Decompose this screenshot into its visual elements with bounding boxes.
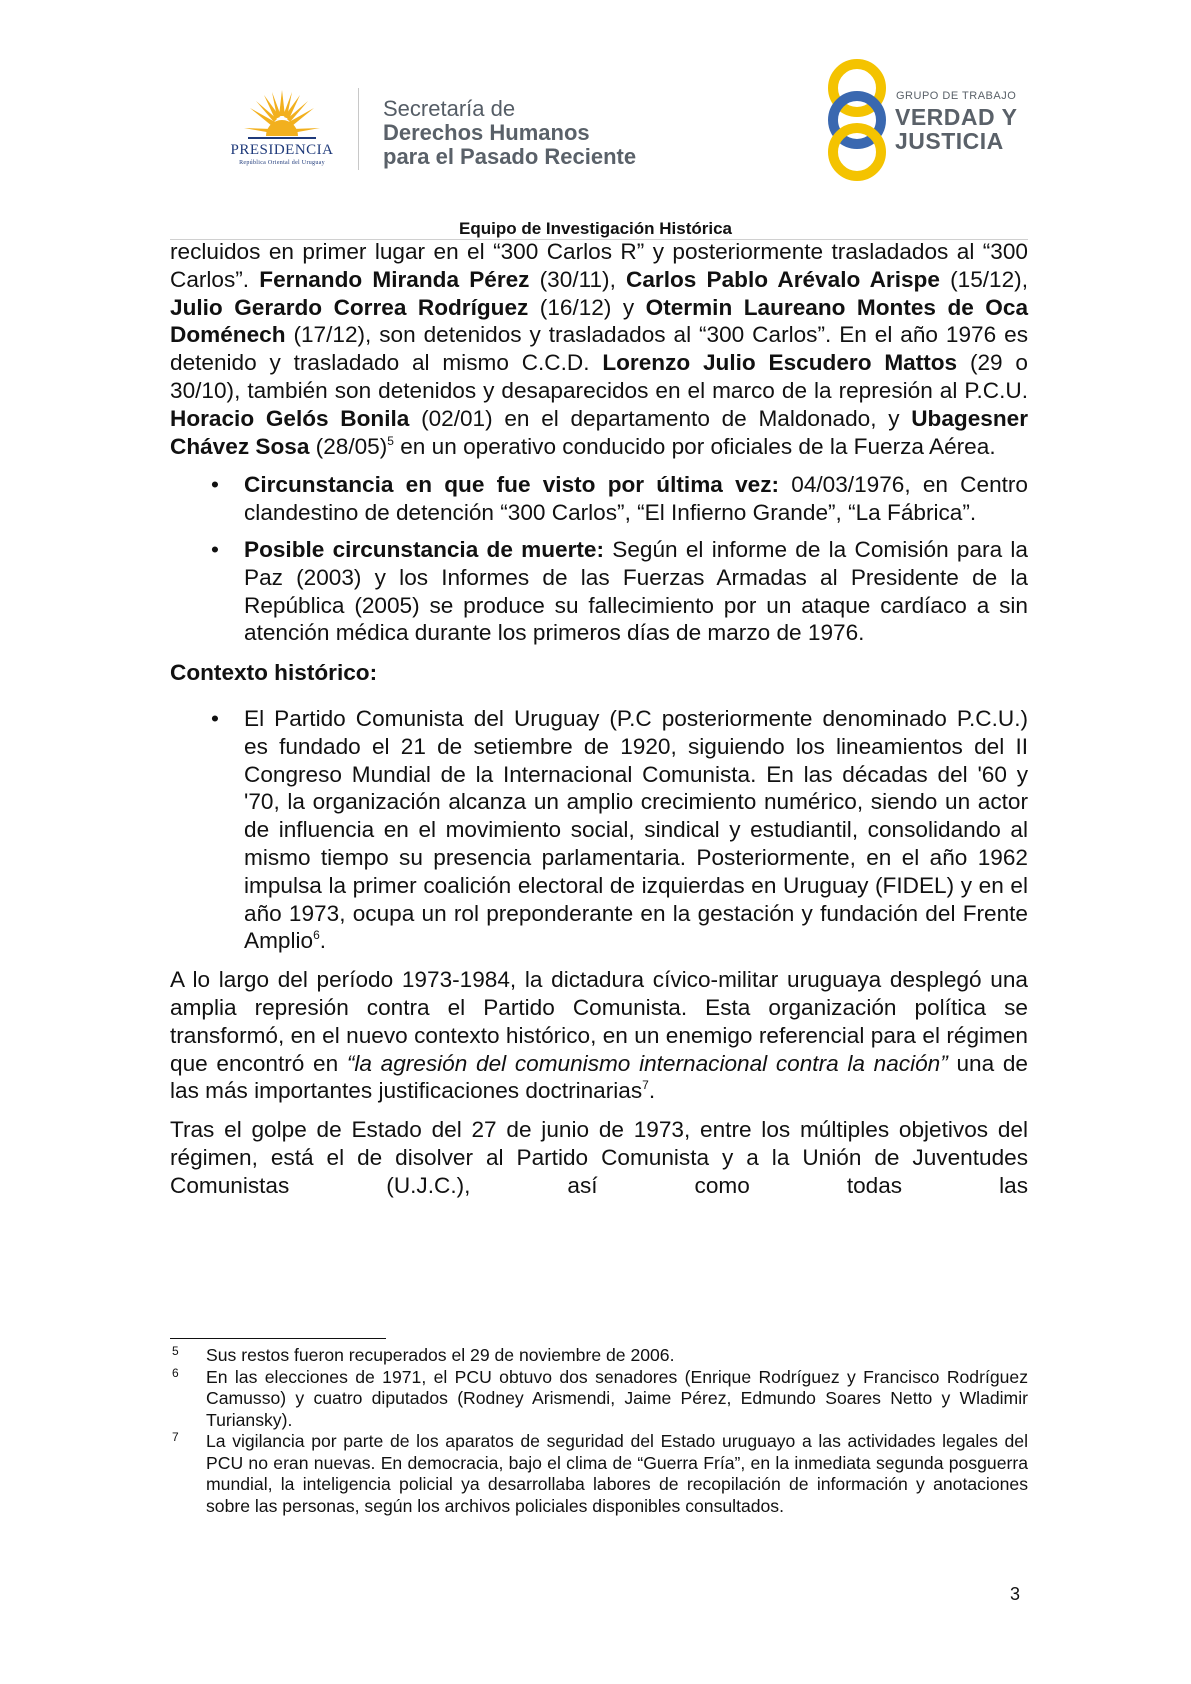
page-number: 3 bbox=[1010, 1584, 1021, 1604]
bullet-context bbox=[170, 705, 1028, 955]
name-horacio-gelos: Horacio Gelós Bonila bbox=[170, 405, 410, 431]
last-seen-text bbox=[244, 471, 1028, 527]
text-run: El Partido Comunista del Uruguay (P.C posteriormente denominado P.C.U.) es fundado el 21 de setiembre de 1920, siguiendo los lineamientos del II Congreso Mundial de la Internacional Comunista. En las décadas del '60 y '70, la organización alcanza un amplio crecimiento numérico, siendo un actor de influencia en el movimiento social, sindical y estudiantil, consolidando al mismo tiempo su presencia parlamentaria. Posteriormente, en el año 1962 impulsa la primer coalición electoral de izquierdas en Uruguay (FIDEL) y en el año 1973, ocupa un rol preponderante en la gestación y fundación del Frente Amplio bbox=[244, 705, 1028, 954]
name-ubagesner-chavez: Ubagesner Chávez Sosa bbox=[170, 405, 1029, 459]
text-run: (29 o 30/10), también son detenidos y desaparecidos en el marco de la represión al P.C.U. bbox=[170, 350, 1028, 403]
last-seen-label: Circunstancia en que fue visto por última vez: bbox=[244, 472, 780, 498]
death-text bbox=[244, 536, 1028, 647]
context-paragraph-1 bbox=[244, 705, 1028, 955]
name-otermin-montes: Otermin Laureano Montes de Oca Doménech bbox=[170, 294, 1029, 348]
context-paragraph-2 bbox=[170, 966, 1028, 1105]
footnote-text: La vigilancia por parte de los aparatos de seguridad del Estado uruguayo a las actividades legales del PCU no eran nuevas. En democracia, bajo el clima de “Guerra Fría”, en la inmediata segunda posguerra mundial, la inteligencia policial ya desarrollaba labores de recopilación de información y anotaciones sobre las personas, según los archivos policiales disponibles consultados. bbox=[206, 1431, 1028, 1516]
bullet-last-seen bbox=[170, 471, 1028, 527]
name-julio-correa: Julio Gerardo Correa Rodríguez bbox=[170, 294, 529, 320]
text-run: (17/12), son detenidos y trasladados al “300 Carlos”. En el año 1976 es detenido y trasladado al mismo C.C.D. bbox=[170, 322, 1028, 376]
footnote-number: 5 bbox=[172, 1344, 179, 1358]
presidencia-logo bbox=[212, 86, 352, 168]
secretaria-line-2: Derechos Humanos bbox=[383, 120, 590, 145]
death-value: Según el informe de la Comisión para la Paz (2003) y los Informes de las Fuerzas Armadas al Presidente de la República (2005) se produce su fallecimiento por un ataque cardíaco a sin atención médica durante los primeros días de marzo de 1976. bbox=[244, 536, 1028, 646]
text-run: una de las más importantes justificaciones doctrinarias bbox=[170, 1050, 1028, 1104]
footnote-7 bbox=[170, 1431, 1028, 1517]
text-run: . bbox=[319, 928, 327, 954]
footnote-5 bbox=[170, 1345, 1028, 1367]
text-run: en un operativo conducido por oficiales de la Fuerza Aérea. bbox=[393, 433, 996, 459]
name-lorenzo-escudero: Lorenzo Julio Escudero Mattos bbox=[602, 350, 958, 376]
death-label: Posible circunstancia de muerte: bbox=[244, 536, 605, 562]
footnotes bbox=[170, 1345, 1028, 1517]
rings-icon bbox=[822, 58, 892, 183]
page-header bbox=[0, 0, 1191, 250]
name-carlos-arevalo: Carlos Pablo Arévalo Arispe bbox=[626, 266, 940, 292]
secretaria-line-3: para el Pasado Reciente bbox=[383, 144, 637, 169]
secretaria-logo-text bbox=[383, 97, 636, 169]
grupo-trabajo-label: GRUPO DE TRABAJO bbox=[896, 90, 1017, 102]
footnote-6 bbox=[170, 1367, 1028, 1432]
text-run: A lo largo del período 1973-1984, la dictadura cívico-militar uruguaya desplegó una amplia represión contra el Partido Comunista. Esta organización política se transformó, en el nuevo contexto histórico, en un enemigo referencial para el régimen que encontró en bbox=[170, 967, 1028, 1076]
bullet-death bbox=[170, 536, 1028, 647]
sun-icon bbox=[242, 86, 322, 142]
footnote-text: Sus restos fueron recuperados el 29 de noviembre de 2006. bbox=[206, 1345, 675, 1365]
text-run: recluidos en primer lugar en el “300 Carlos R” y posteriormente trasladados al “300 Carlos”. bbox=[170, 239, 1028, 292]
text-run: (16/12) y bbox=[528, 294, 646, 320]
secretaria-line-1: Secretaría de bbox=[383, 96, 516, 121]
logo-divider bbox=[358, 88, 359, 170]
footnote-ref-6[interactable]: 6 bbox=[313, 928, 320, 943]
text-run: . bbox=[648, 1078, 656, 1104]
context-paragraph-3: Tras el golpe de Estado del 27 de junio de 1973, entre los múltiples objetivos del régimen, está el de disolver al Partido Comunista y a la Unión de Juventudes Comunistas (U.J.C.), así como todas las bbox=[170, 1117, 1028, 1198]
footnote-number: 6 bbox=[172, 1365, 179, 1380]
footnote-text: En las elecciones de 1971, el PCU obtuvo dos senadores (Enrique Rodríguez y Francisco Rodríguez Camusso) y cuatro diputados (Rodney Arismendi, Jaime Pérez, Edmundo Soares Netto y Wladimir Turiansky). bbox=[206, 1366, 1028, 1430]
bullet-icon: • bbox=[211, 705, 219, 731]
last-seen-value: 04/03/1976, en Centro clandestino de detención “300 Carlos”, “El Infierno Grande”, “La Fábrica”. bbox=[244, 472, 1029, 526]
name-fernando-miranda: Fernando Miranda Pérez bbox=[259, 266, 530, 292]
footnote-separator bbox=[170, 1338, 386, 1339]
detained-paragraph bbox=[170, 238, 1028, 460]
footnote-number: 7 bbox=[172, 1430, 179, 1444]
text-run: (30/11), bbox=[529, 266, 627, 292]
bullet-icon: • bbox=[211, 536, 219, 562]
unit-name: Equipo de Investigación Histórica bbox=[459, 219, 732, 238]
text-run: (15/12), bbox=[939, 266, 1028, 292]
justicia-label: JUSTICIA bbox=[895, 128, 1004, 154]
footnote-ref-5[interactable]: 5 bbox=[387, 433, 394, 448]
text-run: (28/05) bbox=[309, 433, 388, 459]
section-heading-contexto: Contexto histórico: bbox=[170, 660, 378, 686]
text-run: (02/01) en el departamento de Maldonado, y bbox=[409, 405, 912, 431]
page-body bbox=[170, 238, 1028, 1211]
bullet-icon: • bbox=[211, 472, 219, 498]
verdad-label: VERDAD Y bbox=[895, 104, 1018, 130]
footnote-ref-7[interactable]: 7 bbox=[642, 1078, 649, 1093]
verdad-justicia-logo bbox=[822, 58, 1042, 183]
quote-italic: “la agresión del comunismo internacional contra la nación” bbox=[346, 1050, 948, 1076]
presidencia-wordmark: PRESIDENCIA bbox=[230, 142, 334, 158]
presidencia-subtitle: República Oriental del Uruguay bbox=[239, 160, 325, 166]
